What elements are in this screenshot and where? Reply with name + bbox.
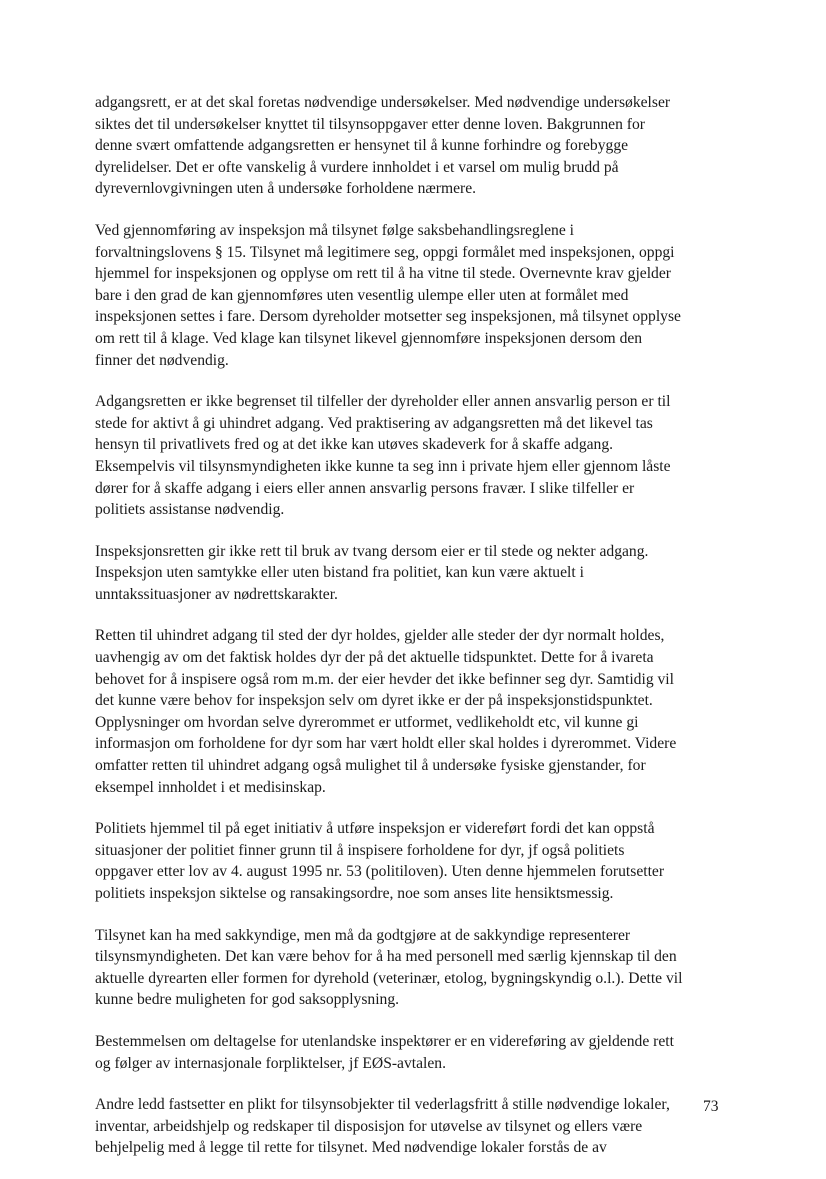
text-line: politiets inspeksjon siktelse og ransakingsordre, noe som anses lite hensiktsmessig. — [95, 885, 614, 902]
text-line: Tilsynet kan ha med sakkyndige, men må da godtgjøre at de sakkyndige representerer — [95, 926, 631, 944]
text-line: siktes det til undersøkelser knyttet til tilsynsoppgaver etter denne loven. Bakgrunnen for — [95, 115, 645, 133]
text-line: Politiets hjemmel til på eget initiativ å utføre inspeksjon er videreført fordi det kan oppstå — [95, 820, 655, 838]
body-paragraph — [95, 541, 727, 606]
text-line: Ved gjennomføring av inspeksjon må tilsynet følge saksbehandlingsreglene i — [95, 221, 574, 239]
text-line: stede for aktivt å gi uhindret adgang. Ved praktisering av adgangsretten må det likevel tas — [95, 414, 653, 432]
text-line: Inspeksjonsretten gir ikke rett til bruk av tvang dersom eier er til stede og nekter adgang. — [95, 542, 649, 560]
body-paragraph — [95, 818, 727, 904]
text-line: Retten til uhindret adgang til sted der dyr holdes, gjelder alle steder der dyr normalt holdes, — [95, 627, 665, 645]
text-line: inventar, arbeidshjelp og redskaper til disposisjon for utøvelse av tilsynet og ellers være — [95, 1117, 643, 1135]
text-line: forvaltningslovens § 15. Tilsynet må legitimere seg, oppgi formålet med inspeksjonen, oppgi — [95, 243, 675, 261]
text-line: bare i den grad de kan gjennomføres uten vesentlig ulempe eller uten at formålet med — [95, 286, 629, 304]
text-line: Eksempelvis vil tilsynsmyndigheten ikke kunne ta seg inn i private hjem eller gjennom låste — [95, 457, 671, 475]
text-line: Opplysninger om hvordan selve dyrerommet er utformet, vedlikeholdt etc, vil kunne gi — [95, 713, 639, 731]
text-line: Adgangsretten er ikke begrenset til tilfeller der dyreholder eller annen ansvarlig person er til — [95, 393, 671, 411]
text-line: oppgaver etter lov av 4. august 1995 nr. 53 (politiloven). Uten denne hjemmelen forutsetter — [95, 863, 665, 881]
body-paragraph — [95, 92, 727, 200]
body-paragraph — [95, 220, 727, 371]
text-line: aktuelle dyrearten eller formen for dyrehold (veterinær, etolog, bygningskyndig o.l.). Dette vil — [95, 969, 683, 987]
body-paragraph — [95, 1094, 727, 1159]
text-line: Inspeksjon uten samtykke eller uten bistand fra politiet, kan kun være aktuelt i — [95, 564, 584, 582]
text-line: kunne bedre muligheten for god saksopplysning. — [95, 991, 400, 1009]
text-line: politiets assistanse nødvendig. — [95, 501, 285, 519]
text-line: dører for å skaffe adgang i eiers eller annen ansvarlig persons fravær. I slike tilfeller er — [95, 479, 635, 497]
text-line: finner det nødvendig. — [95, 351, 229, 369]
text-line: omfatter retten til uhindret adgang også mulighet til å undersøke fysiske gjenstander, for — [95, 757, 646, 775]
text-line: denne svært omfattende adgangsretten er hensynet til å kunne forhindre og forebygge — [95, 137, 629, 155]
body-paragraph — [95, 625, 727, 798]
page-number: 73 — [703, 1098, 719, 1115]
body-paragraph — [95, 1031, 727, 1074]
text-line: hjemmel for inspeksjonen og opplyse om rett til å ha vitne til stede. Overnevnte krav gjelder — [95, 265, 671, 283]
text-line: dyrevernlovgivningen uten å undersøke forholdene nærmere. — [95, 180, 477, 198]
text-line: eksempel innholdet i et medisinskap. — [95, 778, 326, 796]
text-line: hensyn til privatlivets fred og at det ikke kan utøves skadeverk for å skaffe adgang. — [95, 436, 614, 454]
body-paragraph — [95, 925, 727, 1011]
text-line: adgangsrett, er at det skal foretas nødvendige undersøkelser. Med nødvendige undersøkelser — [95, 94, 671, 111]
document-body — [95, 92, 727, 1179]
text-line: behovet for å inspisere også rom m.m. der eier hevder det ikke befinner seg dyr. Samtidig vil — [95, 670, 674, 688]
text-line: tilsynsmyndigheten. Det kan være behov for å ha med personell med særlig kjennskap til den — [95, 948, 677, 966]
text-line: situasjoner der politiet finner grunn til å inspisere forholdene for dyr, jf også politiets — [95, 841, 625, 859]
text-line: inspeksjonen settes i fare. Dersom dyreholder motsetter seg inspeksjonen, må tilsynet opplyse — [95, 308, 681, 326]
text-line: dyrelidelser. Det er ofte vanskelig å vurdere innholdet i et varsel om mulig brudd på — [95, 158, 619, 176]
text-line: og følger av internasjonale forpliktelser, jf EØS-avtalen. — [95, 1054, 446, 1072]
text-line: Bestemmelsen om deltagelse for utenlandske inspektører er en videreføring av gjeldende rett — [95, 1032, 674, 1050]
body-paragraph — [95, 391, 727, 521]
text-line: informasjon om forholdene for dyr som har vært holdt eller skal holdes i dyrerommet. Videre — [95, 735, 677, 753]
text-line: det kunne være behov for inspeksjon selv om dyret ikke er der på inspeksjonstidspunktet. — [95, 692, 653, 710]
text-line: unntakssituasjoner av nødrettskarakter. — [95, 585, 338, 603]
text-line: uavhengig av om det faktisk holdes dyr der på det aktuelle tidspunktet. Dette for å ivareta — [95, 649, 654, 667]
text-line: om rett til å klage. Ved klage kan tilsynet likevel gjennomføre inspeksjonen dersom den — [95, 329, 643, 347]
text-line: behjelpelig med å legge til rette for tilsynet. Med nødvendige lokaler forstås de av — [95, 1139, 607, 1157]
text-line: Andre ledd fastsetter en plikt for tilsynsobjekter til vederlagsfritt å stille nødvendige lokaler, — [95, 1096, 670, 1114]
